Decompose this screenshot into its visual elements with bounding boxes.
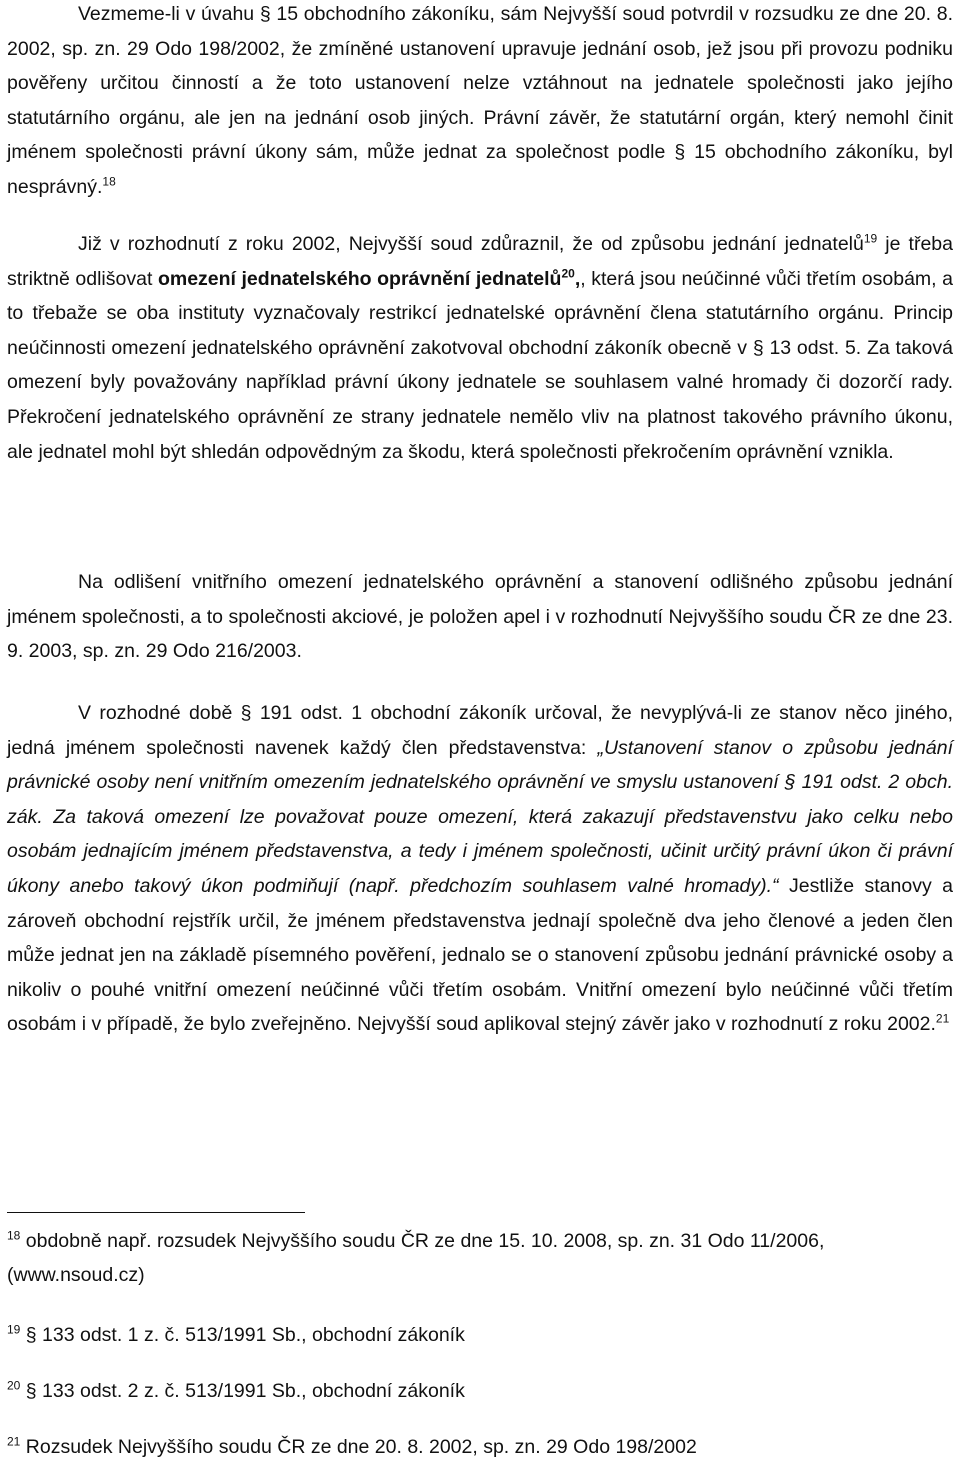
footnote-20 [7, 1374, 953, 1408]
footnote-18 [7, 1224, 953, 1292]
paragraph-4 [7, 696, 953, 1042]
p2-text-1: Již v rozhodnutí z roku 2002, Nejvyšší soud zdůraznil, že od způsobu jednání jednatelů [78, 233, 864, 255]
footnote-separator [7, 1212, 305, 1213]
footnote-ref-21[interactable]: 21 [935, 1011, 950, 1026]
footnote-text: obdobně např. rozsudek Nejvyššího soudu ČR ze dne 15. 10. 2008, sp. zn. 31 Odo 11/2006, (www.nsoud.cz) [7, 1230, 825, 1286]
footnote-number: 21 [7, 1434, 21, 1449]
p1-text-3: a že toto ustanovení nelze vztáhnout na jednatele společnosti jako jejího statutárního orgánu, ale jen na jednání osob jiných. Právní závěr, že statutární orgán, který nemohl činit jménem společnosti právní úkony sám, může jednat za společnost podle § 15 obchodního zákoníku, byl nesprávný. [7, 72, 953, 198]
p2-bold-text: omezení jednatelského oprávnění jednatelů [157, 267, 562, 290]
footnote-21 [7, 1430, 953, 1464]
footnote-text: § 133 odst. 2 z. č. 513/1991 Sb., obchodní zákoník [20, 1380, 465, 1402]
footnote-text: § 133 odst. 1 z. č. 513/1991 Sb., obchodní zákoník [20, 1324, 465, 1346]
paragraph-2 [7, 227, 953, 469]
footnote-number: 20 [7, 1378, 21, 1393]
p4-text-1: V rozhodné době § 191 odst. 1 obchodní zákoník určoval, že nevyplývá-li ze stanov něco jiného, jedná jménem společnosti navenek každý člen představenstva: [7, 702, 953, 759]
p1-text-2: jednání osob, jež jsou při provozu podniku pověřeny určitou činností [7, 37, 953, 95]
p4-text-3: Jestliže stanovy a zároveň obchodní rejstřík určil, že jménem představenstva jednají společně dva jeho členové a jeden člen může jednat jen na základě písemného pověření, jednalo se o stanovení způsobu jednání právnické osoby a nikoliv o pouhé vnitřní omezení neúčinné vůči třetím osobám. Vnitřní omezení bylo neúčinné vůči třetím osobám i v případě, že bylo zveřejněno. Nejvyšší soud aplikoval stejný závěr jako v rozhodnutí z roku 2002. [7, 874, 953, 1036]
p2-text-4: , která jsou neúčinné vůči třetím osobám, a to třebaže se oba instituty vyznačovaly restrikcí jednatelské oprávnění člena statutárního orgánu. Princip neúčinnosti omezení jednatelského oprávnění zakotvoval obchodní zákoník obecně v § 13 odst. 5. Za taková omezení byly považovány například právní úkony jednatele se souhlasem valné hromady či dozorčí rady. Překročení jednatelského oprávnění ze strany jednatele nemělo vliv na platnost takového právního úkonu, ale jednatel mohl být shledán odpovědným za škodu, která společnosti překročením oprávnění vznikla. [7, 267, 953, 463]
footnote-number: 18 [7, 1228, 21, 1243]
paragraph-3 [7, 565, 953, 669]
p4-quote: „Ustanovení stanov o způsobu jednání právnické osoby není vnitřním omezením jednatelského oprávnění ve smyslu ustanovení § 191 odst. 2 obch. zák. Za taková omezení lze považovat pouze omezení, která zakazují představenstvu jako celku nebo osobám jednajícím jménem představenstva, a tedy i jménem společnosti, učinit určitý právní úkon či právní úkony anebo takový úkon podmiňují (např. předchozím souhlasem valné hromady).“ [7, 736, 953, 897]
footnote-number: 19 [7, 1322, 21, 1337]
p3-text-1: Na odlišení vnitřního omezení jednatelského oprávnění a stanovení odlišného způsobu jednání jménem společnosti, a to společnosti akciové, je položen apel i v rozhodnutí Nejvyššího soudu ČR ze dne 23. 9. 2003, sp. zn. 29 Odo 216/2003. [7, 571, 953, 663]
p1-text-1: Vezmeme-li v úvahu § 15 obchodního zákoníku, sám Nejvyšší soud potvrdil v rozsudku ze dne 20. 8. 2002, sp. zn. 29 Odo 198/2002, že zmíněné ustanovení upravuje [7, 3, 953, 60]
p2-comma: , [574, 267, 581, 290]
footnote-ref-18[interactable]: 18 [102, 174, 116, 189]
footnote-ref-19[interactable]: 19 [863, 231, 878, 246]
p2-text-2: je třeba striktně odlišovat [7, 233, 953, 290]
footnote-ref-20[interactable]: 20 [561, 266, 575, 281]
footnote-text: Rozsudek Nejvyššího soudu ČR ze dne 20. 8. 2002, sp. zn. 29 Odo 198/2002 [20, 1436, 697, 1458]
footnote-19 [7, 1318, 953, 1352]
paragraph-1 [7, 0, 953, 205]
